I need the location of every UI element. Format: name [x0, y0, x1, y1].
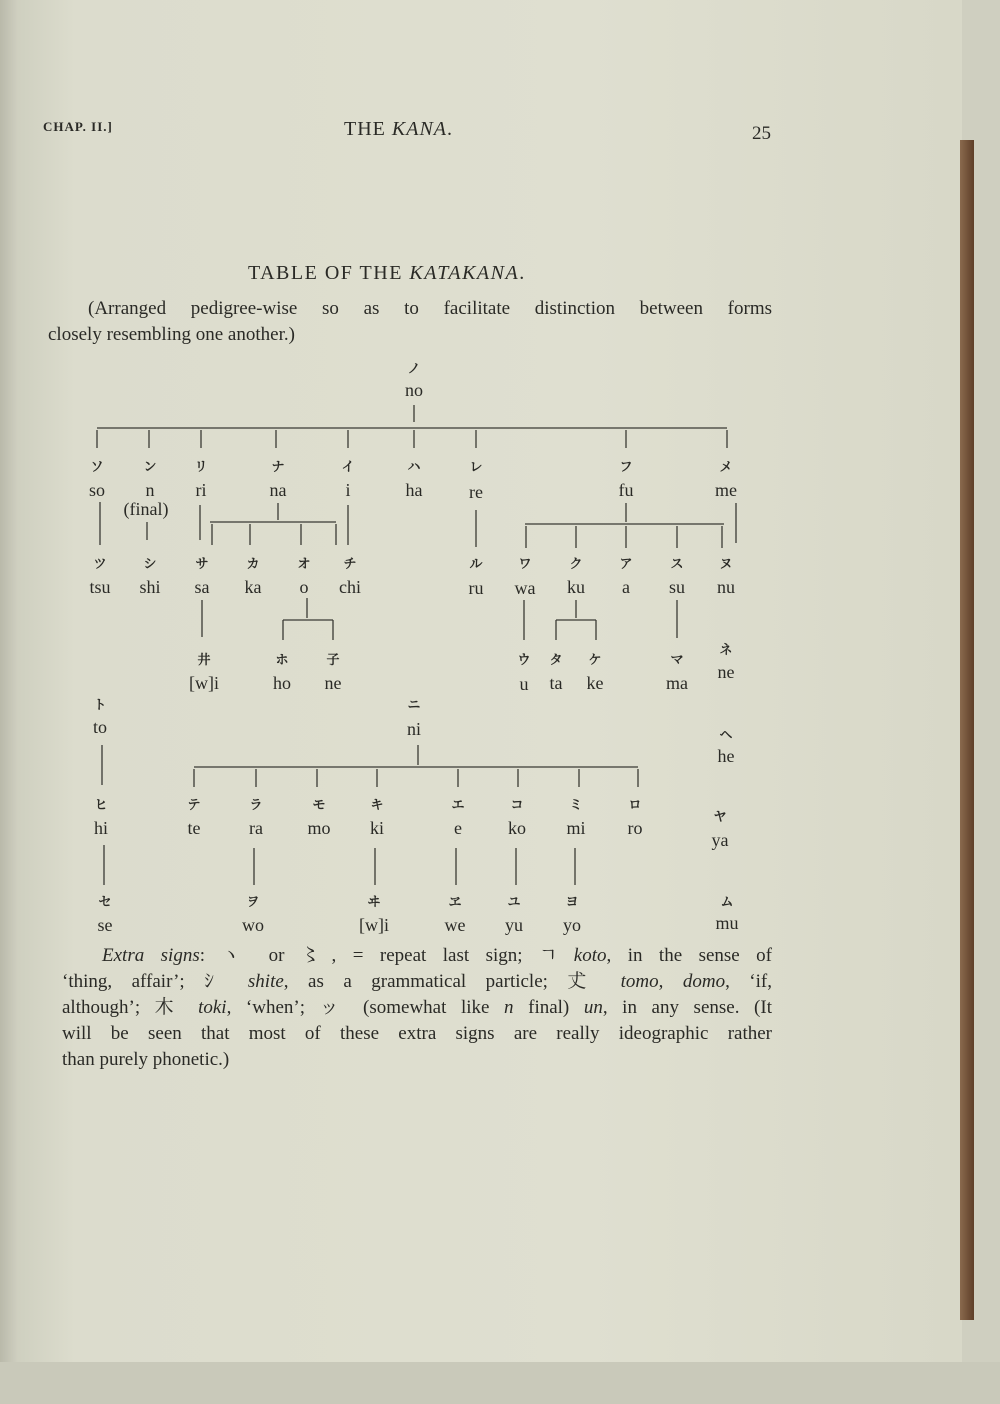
romaji-wa: wa [514, 578, 536, 598]
kana-sa: サ [195, 557, 209, 572]
kana-ho: ホ [275, 653, 289, 668]
kana-a: ア [619, 557, 633, 572]
romaji-wi: [w]i [189, 673, 219, 693]
extra-signs-paragraph [62, 943, 772, 1073]
kana-wa: ワ [518, 557, 532, 572]
kana-tsu: ツ [93, 557, 107, 572]
text-segment: , as a grammatical particle; 𠀋 [283, 971, 621, 992]
romaji-ra: ra [249, 818, 263, 838]
kana-no: ノ [407, 362, 421, 377]
kana-ka: カ [246, 557, 260, 572]
kana-i: イ [341, 460, 355, 475]
kana-mi: ミ [569, 798, 583, 813]
romaji-o: o [299, 577, 309, 597]
kana-me: メ [719, 460, 733, 475]
kana-ha: ハ [407, 460, 421, 475]
final-note: (final) [123, 499, 169, 519]
kana-wo: ヲ [246, 895, 260, 910]
extra-signs-line [62, 1021, 772, 1047]
romaji-n: n [145, 480, 155, 500]
kana-to: ト [93, 698, 107, 713]
italic-term: Extra signs [102, 945, 200, 966]
romaji-ha: ha [405, 480, 423, 500]
kana-na: ナ [271, 460, 285, 475]
text-segment: although’; 木 [62, 997, 199, 1018]
romaji-a: a [622, 577, 630, 597]
romaji-fu: fu [618, 480, 634, 500]
romaji-we: we [444, 915, 466, 935]
kana-ya: ヤ [713, 810, 727, 825]
romaji-to: to [92, 717, 108, 737]
title-italic: KANA [391, 118, 448, 140]
kana-chi: チ [343, 557, 357, 572]
romaji-u: u [519, 674, 529, 694]
table-title-suffix: . [519, 262, 526, 284]
kana-ni: ニ [407, 698, 421, 713]
kana-ki: キ [370, 798, 384, 813]
romaji-mu: mu [715, 913, 739, 933]
romaji-ne: ne [717, 662, 735, 682]
romaji-he: he [717, 746, 735, 766]
title-text: THE [344, 118, 392, 140]
kana-ne: ネ [719, 643, 733, 658]
kana-shi: シ [143, 557, 157, 572]
romaji-ka: ka [244, 577, 262, 597]
kana-ko: コ [510, 798, 524, 813]
romaji-re: re [469, 482, 483, 502]
romaji-ku: ku [567, 577, 585, 597]
extra-signs-line [62, 995, 772, 1021]
romaji-tsu: tsu [89, 577, 111, 597]
romaji-mi: mi [566, 818, 586, 838]
italic-term: un [583, 997, 603, 1018]
kana-yu: ユ [507, 895, 521, 910]
table-title-italic: KATAKANA [409, 262, 520, 284]
kana-u: ウ [517, 653, 531, 668]
text-segment: , ‘if, [725, 971, 772, 992]
kana-ne: 子 [326, 653, 340, 668]
intro-line: (Arranged pedigree-wise so as to facilitate distinction between forms [88, 298, 772, 319]
kana-he: ヘ [719, 728, 733, 743]
kana-ra: ラ [249, 798, 263, 813]
kana-fu: フ [619, 460, 633, 475]
romaji-me: me [715, 480, 737, 500]
kana-te: テ [187, 798, 201, 813]
romaji-e: e [454, 818, 462, 838]
romaji-su: su [668, 577, 686, 597]
kana-ro: ロ [628, 798, 642, 813]
text-segment: , ‘when’; ッ (somewhat like [226, 997, 505, 1018]
text-segment: , [658, 971, 683, 992]
romaji-ko: ko [508, 818, 526, 838]
kana-yo: ヨ [565, 895, 579, 910]
italic-term: koto [573, 945, 607, 966]
romaji-ru: ru [468, 578, 484, 598]
romaji-ni: ni [406, 719, 422, 739]
running-head-chapter: CHAP. II.] [43, 119, 113, 134]
kana-nu: ヌ [719, 557, 733, 572]
text-segment: final) [513, 997, 584, 1018]
kana-n: ン [143, 460, 157, 475]
text-segment: , in the sense of [606, 945, 772, 966]
romaji-so: so [88, 480, 106, 500]
italic-term: n [504, 997, 514, 1018]
title-suffix: . [447, 118, 454, 140]
italic-term: shite [247, 971, 284, 992]
kana-we: ヱ [448, 895, 462, 910]
romaji-ya: ya [711, 830, 729, 850]
romaji-nu: nu [717, 577, 735, 597]
intro-line: closely resembling one another.) [48, 324, 295, 345]
romaji-chi: chi [339, 577, 361, 597]
romaji-i: i [345, 480, 351, 500]
italic-term: toki [198, 997, 227, 1018]
romaji-se: se [97, 915, 113, 935]
kana-ke: ケ [588, 653, 602, 668]
romaji-wo: wo [242, 915, 264, 935]
romaji-na: na [269, 480, 287, 500]
romaji-wi: [w]i [359, 915, 389, 935]
text-segment: than purely phonetic.) [62, 1049, 230, 1070]
kana-mo: モ [312, 798, 326, 813]
kana-wi: ヰ [367, 895, 381, 910]
romaji-ho: ho [273, 673, 291, 693]
kana-se: セ [98, 895, 112, 910]
kana-ri: リ [194, 460, 208, 475]
extra-signs-line [62, 1047, 772, 1073]
romaji-shi: shi [139, 577, 161, 597]
romaji-mo: mo [307, 818, 331, 838]
romaji-ki: ki [369, 818, 385, 838]
extra-signs-line [62, 943, 772, 969]
kana-mu: ム [720, 895, 734, 910]
romaji-ne: ne [324, 673, 342, 693]
romaji-ma: ma [666, 673, 688, 693]
kana-ma: マ [670, 653, 684, 668]
romaji-ri: ri [195, 480, 207, 500]
text-segment: , in any sense. (It [602, 997, 772, 1018]
kana-o: オ [297, 557, 311, 572]
text-segment: will be seen that most of these extra signs are really ideographic rather [62, 1023, 772, 1044]
italic-term: domo [682, 971, 726, 992]
romaji-ke: ke [586, 673, 604, 693]
text-segment: ‘thing, affair’; ｼ [62, 971, 248, 992]
romaji-hi: hi [93, 818, 109, 838]
table-title-text: TABLE OF THE [248, 262, 410, 284]
page-number: 25 [752, 123, 771, 144]
extra-signs-line [62, 969, 772, 995]
kana-ta: タ [549, 653, 563, 668]
italic-term: tomo [620, 971, 659, 992]
kana-e: エ [451, 798, 465, 813]
kana-ku: ク [569, 557, 583, 572]
kana-wi: 井 [197, 653, 211, 668]
romaji-ro: ro [627, 818, 643, 838]
kana-ru: ル [469, 557, 483, 572]
kana-hi: ヒ [94, 798, 108, 813]
text-segment: : ヽ or 〻, = repeat last sign; ㄱ [199, 945, 574, 966]
romaji-te: te [187, 818, 201, 838]
romaji-yo: yo [563, 915, 581, 935]
romaji-no: no [405, 380, 423, 400]
kana-re: レ [469, 460, 483, 475]
kana-so: ソ [90, 460, 104, 475]
romaji-ta: ta [549, 673, 563, 693]
romaji-yu: yu [505, 915, 523, 935]
romaji-sa: sa [194, 577, 210, 597]
kana-su: ス [670, 557, 684, 572]
